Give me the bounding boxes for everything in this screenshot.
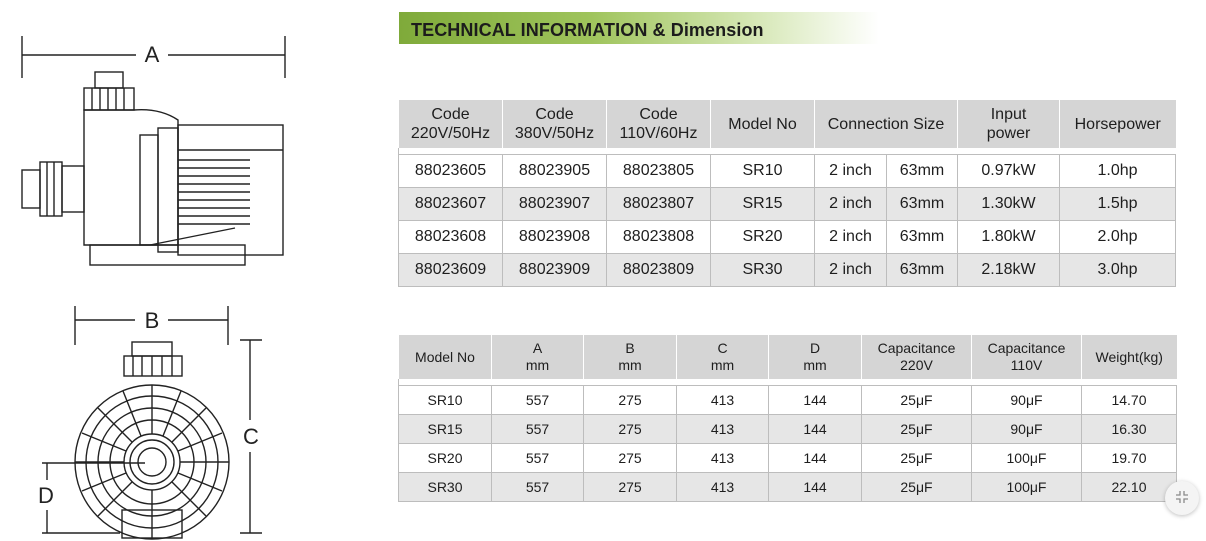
header-d-mm: D mm	[769, 335, 862, 379]
header-weight: Weight(kg)	[1082, 335, 1177, 379]
cell-horsepower: 1.0hp	[1060, 155, 1176, 188]
header-b-mm: B mm	[584, 335, 677, 379]
cell-conn-mm: 63mm	[887, 221, 958, 254]
header-c-mm: C mm	[677, 335, 769, 379]
cell-horsepower: 2.0hp	[1060, 221, 1176, 254]
cell-code-380: 88023907	[503, 188, 607, 221]
cell-power: 1.30kW	[958, 188, 1060, 221]
table-row	[399, 221, 1176, 254]
cell-conn-mm: 63mm	[887, 188, 958, 221]
cell-capacitance-220: 25μF	[862, 415, 972, 444]
cell-b: 275	[584, 473, 677, 502]
cell-code-110: 88023805	[607, 155, 711, 188]
section-title: TECHNICAL INFORMATION & Dimension	[411, 20, 764, 40]
cell-model: SR30	[711, 254, 815, 287]
cell-code-110: 88023809	[607, 254, 711, 287]
header-input-power: Input power	[958, 100, 1060, 148]
cell-horsepower: 1.5hp	[1060, 188, 1176, 221]
dimension-d-label: D	[38, 483, 54, 508]
header-a-mm: A mm	[492, 335, 584, 379]
cell-horsepower: 3.0hp	[1060, 254, 1176, 287]
cell-code-220: 88023609	[399, 254, 503, 287]
cell-d: 144	[769, 386, 862, 415]
header-code-110: Code 110V/60Hz	[607, 100, 711, 148]
cell-conn-inch: 2 inch	[815, 254, 887, 287]
table-row	[399, 444, 1177, 473]
section-title-banner	[399, 12, 879, 44]
cell-conn-inch: 2 inch	[815, 221, 887, 254]
cell-conn-inch: 2 inch	[815, 155, 887, 188]
dim-header-row	[399, 335, 1177, 379]
header-code-220: Code 220V/50Hz	[399, 100, 503, 148]
cell-capacitance-110: 90μF	[972, 386, 1082, 415]
header-capacitance-220: Capacitance 220V	[862, 335, 972, 379]
dimension-table	[398, 335, 1177, 502]
cell-model: SR15	[711, 188, 815, 221]
cell-conn-mm: 63mm	[887, 155, 958, 188]
cell-a: 557	[492, 386, 584, 415]
pump-drawings	[0, 0, 390, 541]
header-capacitance-110: Capacitance 110V	[972, 335, 1082, 379]
cell-d: 144	[769, 473, 862, 502]
cell-capacitance-110: 90μF	[972, 415, 1082, 444]
spec-table	[398, 100, 1176, 287]
cell-code-110: 88023808	[607, 221, 711, 254]
cell-code-380: 88023908	[503, 221, 607, 254]
cell-capacitance-110: 100μF	[972, 473, 1082, 502]
table-row	[399, 188, 1176, 221]
cell-model: SR20	[711, 221, 815, 254]
table-row	[399, 386, 1177, 415]
spec-header-row	[399, 100, 1176, 148]
cell-c: 413	[677, 415, 769, 444]
cell-capacitance-220: 25μF	[862, 473, 972, 502]
cell-c: 413	[677, 444, 769, 473]
table-row	[399, 254, 1176, 287]
pump-side-view	[22, 72, 283, 265]
cell-weight: 16.30	[1082, 415, 1177, 444]
cell-capacitance-220: 25μF	[862, 386, 972, 415]
cell-b: 275	[584, 415, 677, 444]
cell-model: SR10	[711, 155, 815, 188]
cell-code-220: 88023605	[399, 155, 503, 188]
cell-code-220: 88023607	[399, 188, 503, 221]
header-code-380: Code 380V/50Hz	[503, 100, 607, 148]
cell-code-380: 88023905	[503, 155, 607, 188]
collapse-button[interactable]	[1165, 481, 1199, 515]
cell-a: 557	[492, 415, 584, 444]
cell-model: SR30	[399, 473, 492, 502]
cell-b: 275	[584, 444, 677, 473]
cell-code-380: 88023909	[503, 254, 607, 287]
cell-power: 1.80kW	[958, 221, 1060, 254]
header-model-no: Model No	[711, 100, 815, 148]
cell-d: 144	[769, 415, 862, 444]
cell-code-220: 88023608	[399, 221, 503, 254]
cell-weight: 19.70	[1082, 444, 1177, 473]
cell-capacitance-110: 100μF	[972, 444, 1082, 473]
table-row	[399, 415, 1177, 444]
cell-a: 557	[492, 444, 584, 473]
cell-code-110: 88023807	[607, 188, 711, 221]
dimension-b-label: B	[144, 308, 160, 333]
collapse-arrows-icon	[1175, 490, 1189, 507]
cell-model: SR15	[399, 415, 492, 444]
cell-b: 275	[584, 386, 677, 415]
cell-model: SR10	[399, 386, 492, 415]
header-model-no: Model No	[399, 335, 492, 379]
header-horsepower: Horsepower	[1060, 100, 1176, 148]
cell-model: SR20	[399, 444, 492, 473]
cell-d: 144	[769, 444, 862, 473]
cell-capacitance-220: 25μF	[862, 444, 972, 473]
cell-c: 413	[677, 473, 769, 502]
cell-a: 557	[492, 473, 584, 502]
table-row	[399, 155, 1176, 188]
dimension-a-label: A	[144, 42, 160, 67]
cell-c: 413	[677, 386, 769, 415]
cell-conn-inch: 2 inch	[815, 188, 887, 221]
dimension-c-label: C	[243, 424, 259, 449]
cell-power: 0.97kW	[958, 155, 1060, 188]
header-connection-size: Connection Size	[815, 100, 958, 148]
pump-front-view	[75, 342, 229, 539]
cell-weight: 14.70	[1082, 386, 1177, 415]
cell-weight: 22.10	[1082, 473, 1177, 502]
cell-conn-mm: 63mm	[887, 254, 958, 287]
table-row	[399, 473, 1177, 502]
cell-power: 2.18kW	[958, 254, 1060, 287]
